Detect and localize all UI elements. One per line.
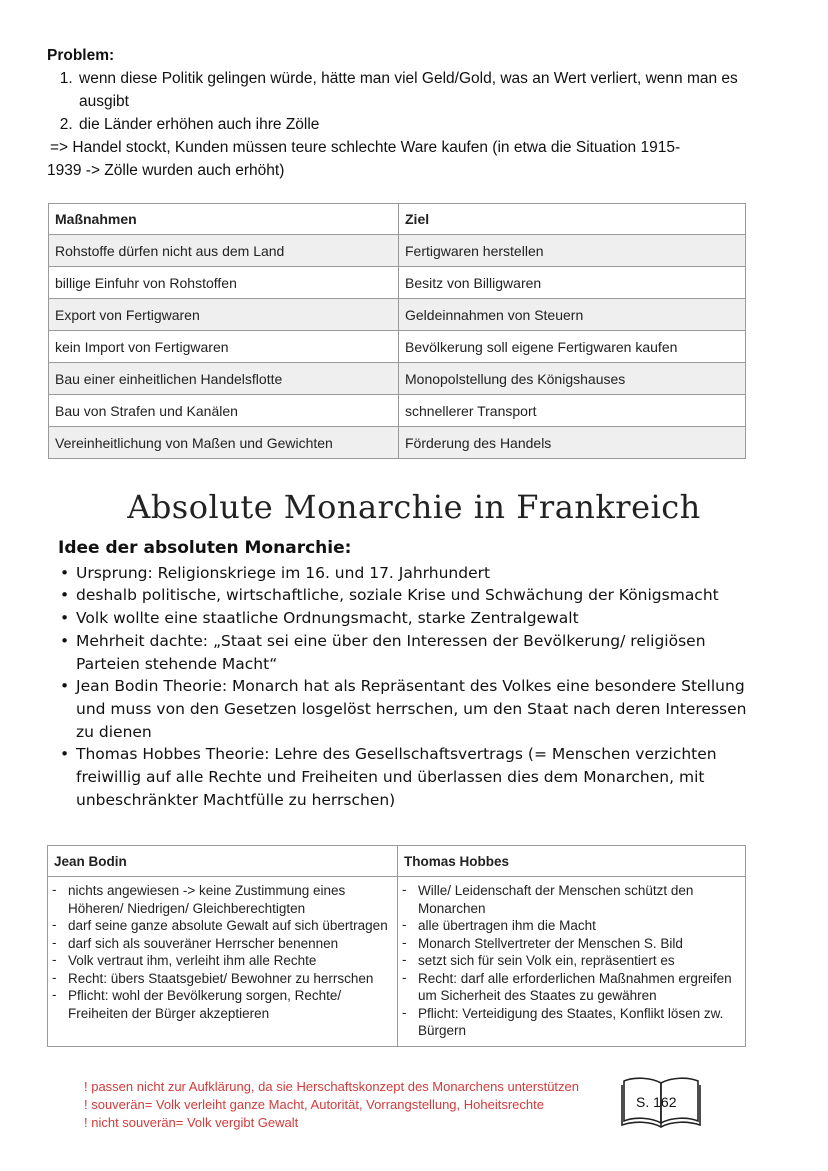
note-line: ! passen nicht zur Aufklärung, da sie Herschaftskonzept des Monarchens unterstützen xyxy=(84,1079,579,1094)
list-item-text: Jean Bodin Theorie: Monarch hat als Repräsentant des Volkes eine besondere Stellung und muss von den Gesetzen losgelöst herrschen, um den Staat nach deren Interessen zu dienen xyxy=(76,677,747,741)
list-item-text: alle übertragen ihm die Macht xyxy=(418,918,596,933)
table-row xyxy=(49,395,746,427)
dash-icon: - xyxy=(402,1004,407,1020)
list-item-text: Volk wollte eine staatliche Ordnungsmacht, starke Zentralgewalt xyxy=(76,609,579,628)
list-item xyxy=(60,607,758,630)
list-item xyxy=(52,917,393,935)
idea-list xyxy=(58,562,758,812)
table-row xyxy=(49,331,746,363)
list-item-text: deshalb politische, wirtschaftliche, soziale Krise und Schwächung der Königsmacht xyxy=(76,586,719,605)
list-item xyxy=(52,935,393,953)
list-item xyxy=(52,970,393,988)
column-header-goal: Ziel xyxy=(399,204,746,235)
table-row xyxy=(49,299,746,331)
list-item xyxy=(52,882,393,917)
measure-cell: billige Einfuhr von Rohstoffen xyxy=(49,267,399,299)
dash-icon: - xyxy=(52,952,57,967)
note-line: ! souverän= Volk verleiht ganze Macht, Autorität, Vorrangstellung, Hoheitsrechte xyxy=(84,1097,544,1112)
dash-icon: - xyxy=(402,882,407,897)
list-item xyxy=(60,630,758,675)
goal-cell: schnellerer Transport xyxy=(399,395,746,427)
list-item-text: Ursprung: Religionskriege im 16. und 17. Jahrhundert xyxy=(76,563,491,582)
idea-subtitle: Idee der absoluten Monarchie: xyxy=(58,538,352,558)
bullet-icon: • xyxy=(60,563,70,582)
list-item-text: darf seine ganze absolute Gewalt auf sich übertragen xyxy=(68,918,388,933)
list-item-text: Recht: übers Staatsgebiet/ Bewohner zu herrschen xyxy=(68,970,374,986)
list-item-text: Pflicht: Verteidigung des Staates, Konflikt lösen zw. Bürgern xyxy=(418,1005,724,1038)
table-row xyxy=(49,363,746,395)
note-line: ! nicht souverän= Volk vergibt Gewalt xyxy=(84,1115,299,1130)
table-row xyxy=(48,877,746,1047)
measure-cell: Vereinheitlichung von Maßen und Gewichten xyxy=(49,427,399,459)
list-item-text: Thomas Hobbes Theorie: Lehre des Gesellschaftsvertrags (= Menschen verzichten freiwillig auf alle Rechte und Freiheiten und überlassen dies dem Monarchen, mit unbeschränkter Machtfülle zu herrschen) xyxy=(76,745,717,809)
page-reference xyxy=(620,1075,702,1129)
list-item-text: Mehrheit dachte: „Staat sei eine über den Interessen der Bevölkerung/ religiösen Parteien stehende Macht“ xyxy=(76,631,706,673)
dash-icon: - xyxy=(402,952,407,967)
idea-section xyxy=(58,537,758,811)
goal-cell: Besitz von Billigwaren xyxy=(399,267,746,299)
list-item xyxy=(402,935,741,953)
goal-cell: Fertigwaren herstellen xyxy=(399,235,746,267)
bodin-cell xyxy=(48,877,398,1047)
bullet-icon: • xyxy=(60,586,70,605)
measure-cell: Rohstoffe dürfen nicht aus dem Land xyxy=(49,235,399,267)
list-item xyxy=(52,987,393,1022)
bullet-icon: • xyxy=(60,631,70,650)
problem-item: 2. die Länder erhöhen auch ihre Zölle xyxy=(77,113,747,136)
goal-cell: Monopolstellung des Königshauses xyxy=(399,363,746,395)
list-item-text: nichts angewiesen -> keine Zustimmung eines Höheren/ Niedrigen/ Gleichberechtigten xyxy=(68,883,346,916)
dash-icon: - xyxy=(52,917,57,932)
problem-list xyxy=(47,67,747,136)
dash-icon: - xyxy=(52,987,57,1002)
table-header-row xyxy=(49,204,746,235)
dash-icon: - xyxy=(52,882,57,897)
page-title: Absolute Monarchie in Frankreich xyxy=(127,488,701,526)
table-row xyxy=(49,427,746,459)
list-item xyxy=(402,917,741,935)
bullet-icon: • xyxy=(60,745,70,764)
bullet-icon: • xyxy=(60,677,70,696)
goal-cell: Bevölkerung soll eigene Fertigwaren kaufen xyxy=(399,331,746,363)
list-item-text: setzt sich für sein Volk ein, repräsentiert es xyxy=(418,953,675,968)
table-header-row xyxy=(48,846,746,877)
dash-icon: - xyxy=(402,934,407,950)
hobbes-list xyxy=(402,882,741,1040)
measure-cell: Bau einer einheitlichen Handelsflotte xyxy=(49,363,399,395)
dash-icon: - xyxy=(402,969,407,985)
measure-cell: Export von Fertigwaren xyxy=(49,299,399,331)
list-item-text: Monarch Stellvertreter der Menschen S. Bild xyxy=(418,935,683,951)
measure-cell: kein Import von Fertigwaren xyxy=(49,331,399,363)
list-item xyxy=(60,584,758,607)
table-row xyxy=(49,235,746,267)
list-item xyxy=(402,1005,741,1040)
bullet-icon: • xyxy=(60,609,70,628)
list-item xyxy=(52,952,393,970)
list-item-text: darf sich als souveräner Herrscher benennen xyxy=(68,935,339,951)
problem-item: 1. wenn diese Politik gelingen würde, hätte man viel Geld/Gold, was an Wert verliert, wenn man es ausgibt xyxy=(77,67,747,113)
column-header-bodin: Jean Bodin xyxy=(48,846,398,877)
list-item-text: Recht: darf alle erforderlichen Maßnahmen ergreifen um Sicherheit des Staates zu gewähren xyxy=(418,970,732,1003)
list-item xyxy=(402,952,741,970)
dash-icon: - xyxy=(52,969,57,985)
column-header-hobbes: Thomas Hobbes xyxy=(398,846,746,877)
problem-section xyxy=(47,44,747,182)
goal-cell: Förderung des Handels xyxy=(399,427,746,459)
list-item xyxy=(60,562,758,585)
dash-icon: - xyxy=(52,934,57,950)
column-header-measures: Maßnahmen xyxy=(49,204,399,235)
list-item xyxy=(60,743,758,811)
bodin-list xyxy=(52,882,393,1022)
table-row xyxy=(49,267,746,299)
list-item-text: Pflicht: wohl der Bevölkerung sorgen, Rechte/ Freiheiten der Bürger akzeptieren xyxy=(68,988,342,1021)
list-item-text: Wille/ Leidenschaft der Menschen schützt den Monarchen xyxy=(418,883,694,916)
page-number: S. 162 xyxy=(636,1094,677,1110)
measure-cell: Bau von Strafen und Kanälen xyxy=(49,395,399,427)
problem-conclusion-line-2: 1939 -> Zölle wurden auch erhöht) xyxy=(47,162,285,179)
list-item xyxy=(402,970,741,1005)
dash-icon: - xyxy=(402,917,407,932)
list-item-text: Volk vertraut ihm, verleiht ihm alle Rechte xyxy=(68,953,317,968)
hobbes-cell xyxy=(398,877,746,1047)
measures-table xyxy=(48,203,746,459)
list-item xyxy=(402,882,741,917)
list-item xyxy=(60,675,758,743)
theories-table xyxy=(47,845,746,1047)
problem-conclusion-line-1: => Handel stockt, Kunden müssen teure schlechte Ware kaufen (in etwa die Situation 1915- xyxy=(50,139,681,156)
problem-title: Problem: xyxy=(47,47,115,64)
notes xyxy=(84,1078,624,1132)
goal-cell: Geldeinnahmen von Steuern xyxy=(399,299,746,331)
